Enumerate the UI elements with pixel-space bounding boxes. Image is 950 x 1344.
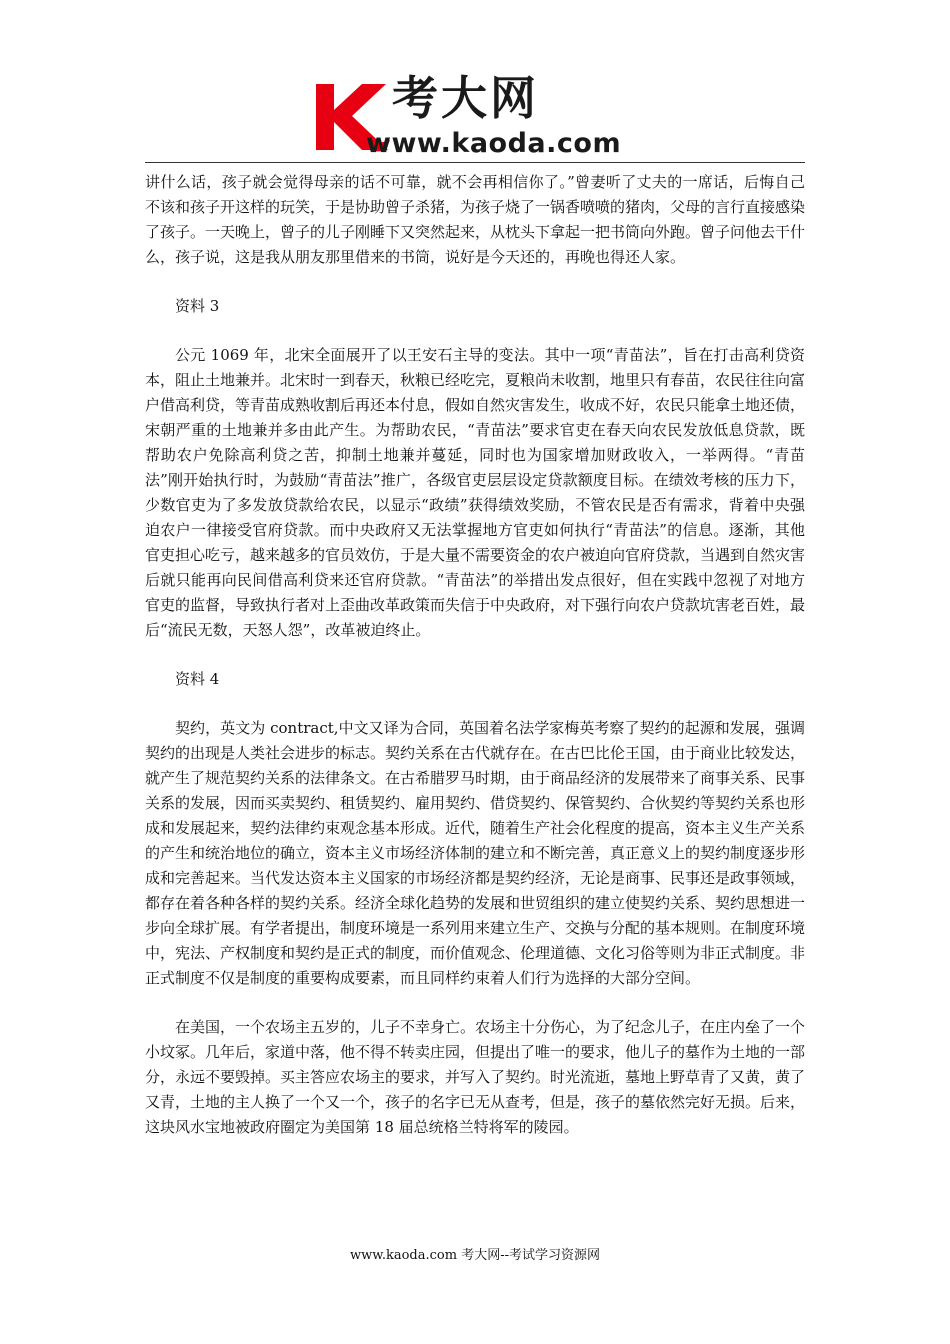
page-footer: www.kaoda.com 考大网--考试学习资源网 [350,1248,600,1263]
logo-url: www.kaoda.com [366,128,622,159]
paragraph-gap [145,692,805,716]
paragraph-gap [145,991,805,1015]
paragraph-section-4b: 在美国，一个农场主五岁的，儿子不幸身亡。农场主十分伤心，为了纪念儿子，在庄内垒了一个小坟冢。几年后，家道中落，他不得不转卖庄园，但提出了唯一的要求，他儿子的墓作为土地的一部分，永远不要毁掉。买主答应农场主的要求，并写入了契约。时光流逝，墓地上野草青了又黄，黄了又青，土地的主人换了一个又一个，孩子的名字已无从查考，但是，孩子的墓依然完好无损。后来，这块风水宝地被政府圈定为美国第 18 届总统格兰特将军的陵园。 [145,1018,806,1136]
section-heading-3: 资料 3 [175,297,220,315]
header-divider [145,162,805,163]
paragraph-gap [145,319,805,343]
paragraph-intro: 讲什么话，孩子就会觉得母亲的话不可靠，就不会再相信你了。”曾妻听了丈夫的一席话，后悔自己不该和孩子开这样的玩笑，于是协助曾子杀猪，为孩子烧了一锅香喷喷的猪肉，父母的言行直接感染了孩子。一天晚上，曾子的儿子刚睡下又突然起来，从枕头下拿起一把书筒向外跑。曾子问他去干什么，孩子说，这是我从朋友那里借来的书筒，说好是今天还的，再晚也得还人家。 [145,173,806,266]
logo-title: 考大网 [392,71,539,125]
site-header [0,70,950,160]
paragraph-section-4a: 契约，英文为 contract,中文又译为合同，英国着名法学家梅英考察了契约的起源和发展，强调契约的出现是人类社会进步的标志。契约关系在古代就存在。在古巴比伦王国，由于商业比较发达，就产生了规范契约关系的法律条文。在古希腊罗马时期，由于商品经济的发展带来了商事关系、民事关系的发展，因而买卖契约、租赁契约、雇用契约、借贷契约、保管契约、合伙契约等契约关系也形成和发展起来，契约法律约束观念基本形成。近代，随着生产社会化程度的提高，资本主义生产关系的产生和统治地位的确立，资本主义市场经济体制的建立和不断完善，真正意义上的契约制度逐步形成和完善起来。当代发达资本主义国家的市场经济都是契约经济，无论是商事、民事还是政事领域，都存在着各种各样的契约关系。经济全球化趋势的发展和世贸组织的建立使契约关系、契约思想进一步向全球扩展。有学者提出，制度环境是一系列用来建立生产、交换与分配的基本规则。在制度环境中，宪法、产权制度和契约是正式的制度，而价值观念、伦理道德、文化习俗等则为非正式制度。非正式制度不仅是制度的重要构成要素，而且同样约束着人们行为选择的大部分空间。 [145,719,806,987]
paragraph-gap [145,643,805,667]
paragraph-section-3: 公元 1069 年，北宋全面展开了以王安石主导的变法。其中一项“青苗法”，旨在打击高利贷资本，阻止土地兼并。北宋时一到春天，秋粮已经吃完，夏粮尚未收割，地里只有春苗，农民往往向富户借高利贷，等青苗成熟收割后再还本付息，假如自然灾害发生，收成不好，农民只能拿土地还债，宋朝严重的土地兼并多由此产生。为帮助农民，“青苗法”要求官吏在春天向农民发放低息贷款，既帮助农户免除高利贷之苦，抑制土地兼并蔓延，同时也为国家增加财政收入，一举两得。“青苗法”刚开始执行时，为鼓励“青苗法”推广，各级官吏层层设定贷款额度目标。在绩效考核的压力下，少数官吏为了多发放贷款给农民，以显示“政绩”获得绩效奖励，不管农民是否有需求，背着中央强迫农户一律接受官府贷款。而中央政府又无法掌握地方官吏如何执行“青苗法”的信息。逐渐，其他官吏担心吃亏，越来越多的官员效仿，于是大量不需要资金的农户被迫向官府贷款，当遇到自然灾害后就只能再向民间借高利贷来还官府贷款。“青苗法”的举措出发点很好，但在实践中忽视了对地方官吏的监督，导致执行者对上歪曲改革政策而失信于中央政府，对下强行向农户贷款坑害老百姓，最后“流民无数，天怒人怨”，改革被迫终止。 [145,346,806,639]
paragraph-gap [145,270,805,294]
section-heading-4: 资料 4 [175,670,220,688]
document-body [145,170,805,1140]
